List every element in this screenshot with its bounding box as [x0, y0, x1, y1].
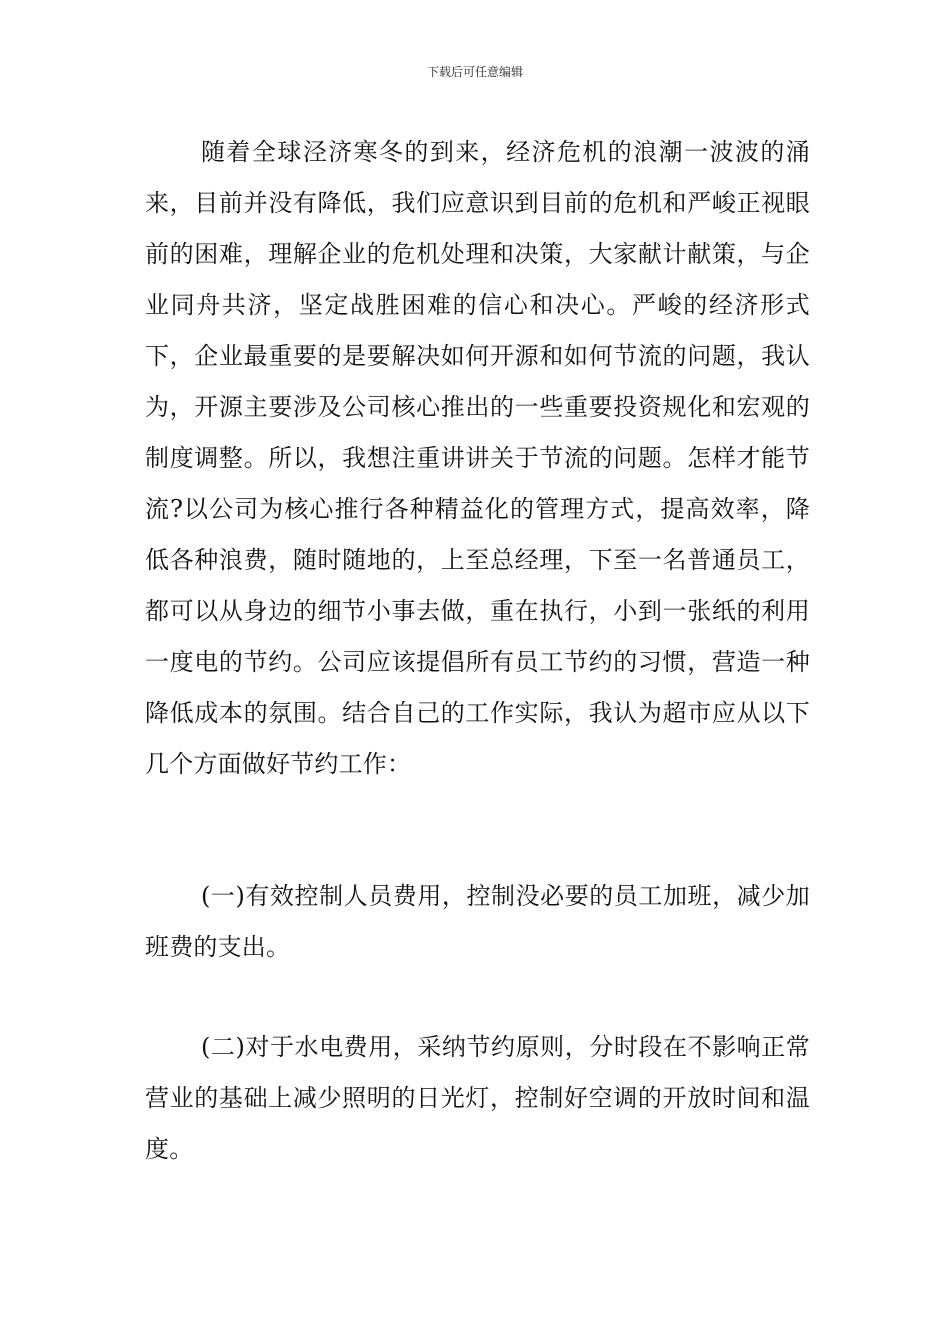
paragraph-intro: 随着全球泾济寒冬的到来，经济危机的浪潮一波波的涌来，目前并没有降低，我们应意识到目前的危机和严峻正视眼前的困难，理解企业的危机处理和决策，大家献计献策，与企业同舟共济，坚定战胜困难的信心和决心。严峻的经济形式下，企业最重要的是要解决如何开源和如何节流的问题，我认为，开源主要涉及公司核心推出的一些重要投资规化和宏观的制度调整。所以，我想注重讲讲关于节流的问题。怎样才能节流?以公司为核心推行各种精益化的管理方式，提高效率，降低各种浪费，随时随地的，上至总经理，下至一名普通员工，都可以从身边的细节小事去做，重在执行，小到一张纸的利用一度电的节约。公司应该提倡所有员工节约的习惯，营造一种降低成本的氛围。结合自己的工作实际，我认为超市应从以下几个方面做好节约工作： — [145, 138, 810, 778]
page-header: 下载后可任意编辑 — [426, 65, 523, 79]
paragraph-item-2: (二)对于水电费用，采纳节约原则，分时段在不影响正常营业的基础上减少照明的日光灯，控制好空调的开放时间和温度。 — [145, 1033, 810, 1163]
paragraph-item-1: (一)有效控制人员费用，控制没必要的员工加班，减少加班费的支出。 — [145, 882, 810, 961]
